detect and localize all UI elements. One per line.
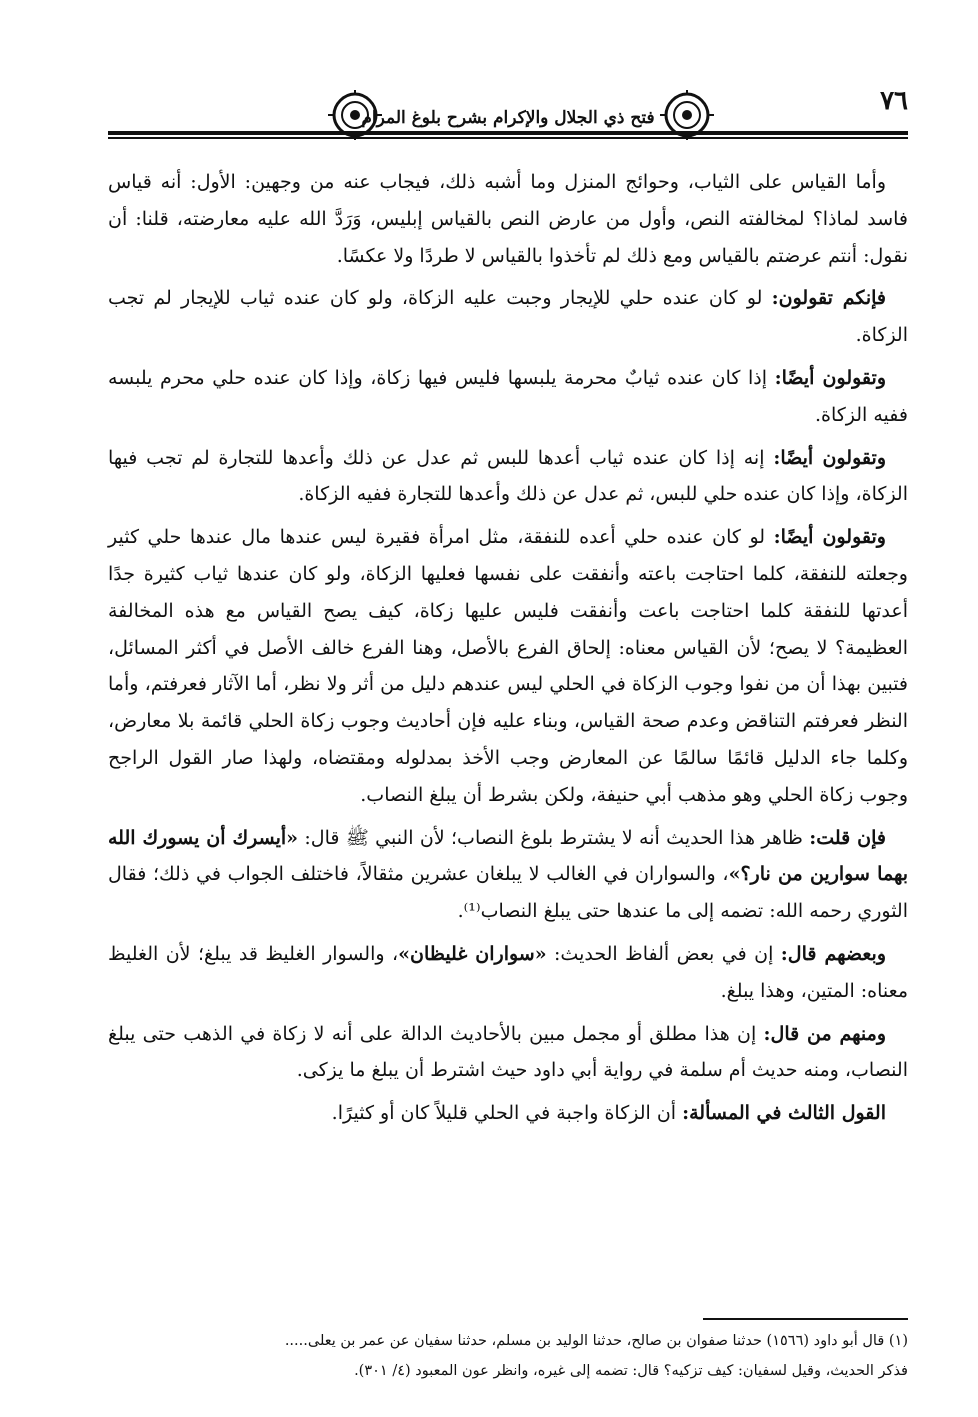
paragraph (108, 360, 908, 434)
footnote-rule (703, 1318, 908, 1320)
paragraph (108, 820, 908, 930)
paragraph-lead: وبعضهم قال: (780, 942, 887, 965)
paragraph-lead: وتقولون أيضًا: (773, 526, 886, 549)
hadith-quote: «أيسرك أن يسورك الله بهما سوارين من نار؟» (108, 826, 908, 886)
page-header (108, 86, 908, 146)
page-number: ٧٦ (880, 86, 908, 116)
paragraph-text: أن الزكاة واجبة في الحلي قليلاً كان أو كثيرًا. (331, 1102, 683, 1125)
paragraph-text: لو كان عنده حلي أعده للنفقة، مثل امرأة فقيرة ليس عندها مال عندها حلي كثير وجعلته للنفقة، كلما احتاجت باعته وأنفقت على نفسها فعليها الزكاة، ولو كان عندها ثياب كثيرة جدًا أعدتها للنفقة كلما احتاجت باعت وأنفقت فليس عليها زكاة، كيف يصح القياس مع هذه المخالفة العظيمة؟ لا يصح؛ لأن القياس معناه: إلحاق الفرع بالأصل، وهنا الفرع خالف الأصل في أكثر المسائل، فتبين بهذا أن من نفوا وجوب الزكاة في الحلي ليس عندهم دليل من أثر ولا نظر، أما الآثار فعرفتم، وأما النظر فعرفتم التناقض وعدم صحة القياس، وبناء عليه فإن أحاديث وجوب زكاة الحلي قائمة بلا معارض، وكلما جاء الدليل قائمًا سالمًا عن المعارض وجب الأخذ بمدلوله ومقتضاه، ولهذا صار القول الراجح وجوب زكاة الحلي وهو مذهب أبي حنيفة، ولكن بشرط أن يبلغ النصاب. (108, 526, 908, 806)
paragraph (108, 519, 908, 813)
paragraph-lead: فإنكم تقولون: (771, 287, 886, 310)
paragraph (108, 1016, 908, 1090)
paragraph-text: إن في بعض ألفاظ الحديث: (546, 942, 781, 965)
paragraph (108, 936, 908, 1010)
paragraph-text: ، والسواران في الغالب لا يبلغان عشرين مثقالاً، فاختلف الجواب في ذلك؛ فقال الثوري رحمه الله: تضمه إلى ما عندها حتى يبلغ النصاب⁽¹⁾. (108, 863, 908, 923)
paragraph (108, 440, 908, 514)
paragraph-text: ظاهر هذا الحديث أنه لا يشترط بلوغ النصاب؛ لأن النبي ﷺ قال: (298, 826, 810, 849)
paragraph-text: ، والسوار الغليظ قد يبلغ؛ لأن الغليظ معناه: المتين، وهذا يبلغ. (108, 942, 908, 1002)
paragraph-lead: فإن قلت: (809, 826, 887, 849)
book-title: فتح ذي الجلال والإكرام بشرح بلوغ المرام (361, 108, 655, 128)
paragraph-lead: وتقولون أيضًا: (774, 366, 886, 389)
paragraph-lead: ومنهم من قال: (763, 1022, 886, 1045)
paragraph-text: إن هذا مطلق أو مجمل مبين بالأحاديث الدالة على أنه لا زكاة في الذهب حتى يبلغ النصاب، ومنه حديث أم سلمة في رواية أبي داود حيث اشترط أن يبلغ ما يزكى. (108, 1022, 908, 1082)
paragraph-text: وأما القياس على الثياب، وحوائج المنزل وما أشبه ذلك، فيجاب عنه من وجهين: الأول: أنه قياس فاسد لماذا؟ لمخالفته النص، وأول من عارض النص بالقياس إبليس، وَرَدَّ الله عليه معارضته، قلنا: أن نقول: أنتم عرضتم بالقياس ومع ذلك لم تأخذوا بالقياس لا طردًا ولا عكسًا. (108, 171, 908, 267)
paragraph (108, 164, 908, 274)
header-rule-thick (108, 131, 908, 135)
header-rule-thin (108, 137, 908, 139)
paragraph-text: إذا كان عنده ثيابٌ محرمة يلبسها فليس فيها زكاة، وإذا كان عنده حلي محرم يلبسه ففيه الزكاة. (108, 366, 908, 426)
hadith-quote: «سواران غليظان» (398, 942, 547, 965)
footnote-line: فذكر الحديث، وقيل لسفيان: كيف تزكيه؟ قال: تضمه إلى غيره، وانظر عون المعبود (٤/ ٣٠١). (354, 1363, 908, 1379)
paragraph (108, 1095, 908, 1132)
footnote-line: (١) قال أبو داود (١٥٦٦) حدثنا صفوان بن صالح، حدثنا الوليد بن مسلم، حدثنا سفيان عن عمر بن يعلى..... (284, 1333, 908, 1349)
paragraph-text: لو كان عنده حلي للإيجار وجبت عليه الزكاة، ولو كان عنده ثياب للإيجار لم تجب الزكاة. (108, 287, 908, 347)
paragraph-lead: القول الثالث في المسألة: (682, 1102, 886, 1125)
footnote (108, 1326, 908, 1386)
body-text (108, 164, 908, 1138)
paragraph-lead: وتقولون أيضًا: (773, 446, 886, 469)
paragraph (108, 280, 908, 354)
paragraph-text: إنه إذا كان عنده ثياب أعدها للبس ثم عدل عن ذلك وأعدها للتجارة لم تجب فيها الزكاة، وإذا كان عنده حلي للبس، ثم عدل عن ذلك وأعدها للتجارة ففيه الزكاة. (108, 446, 908, 506)
